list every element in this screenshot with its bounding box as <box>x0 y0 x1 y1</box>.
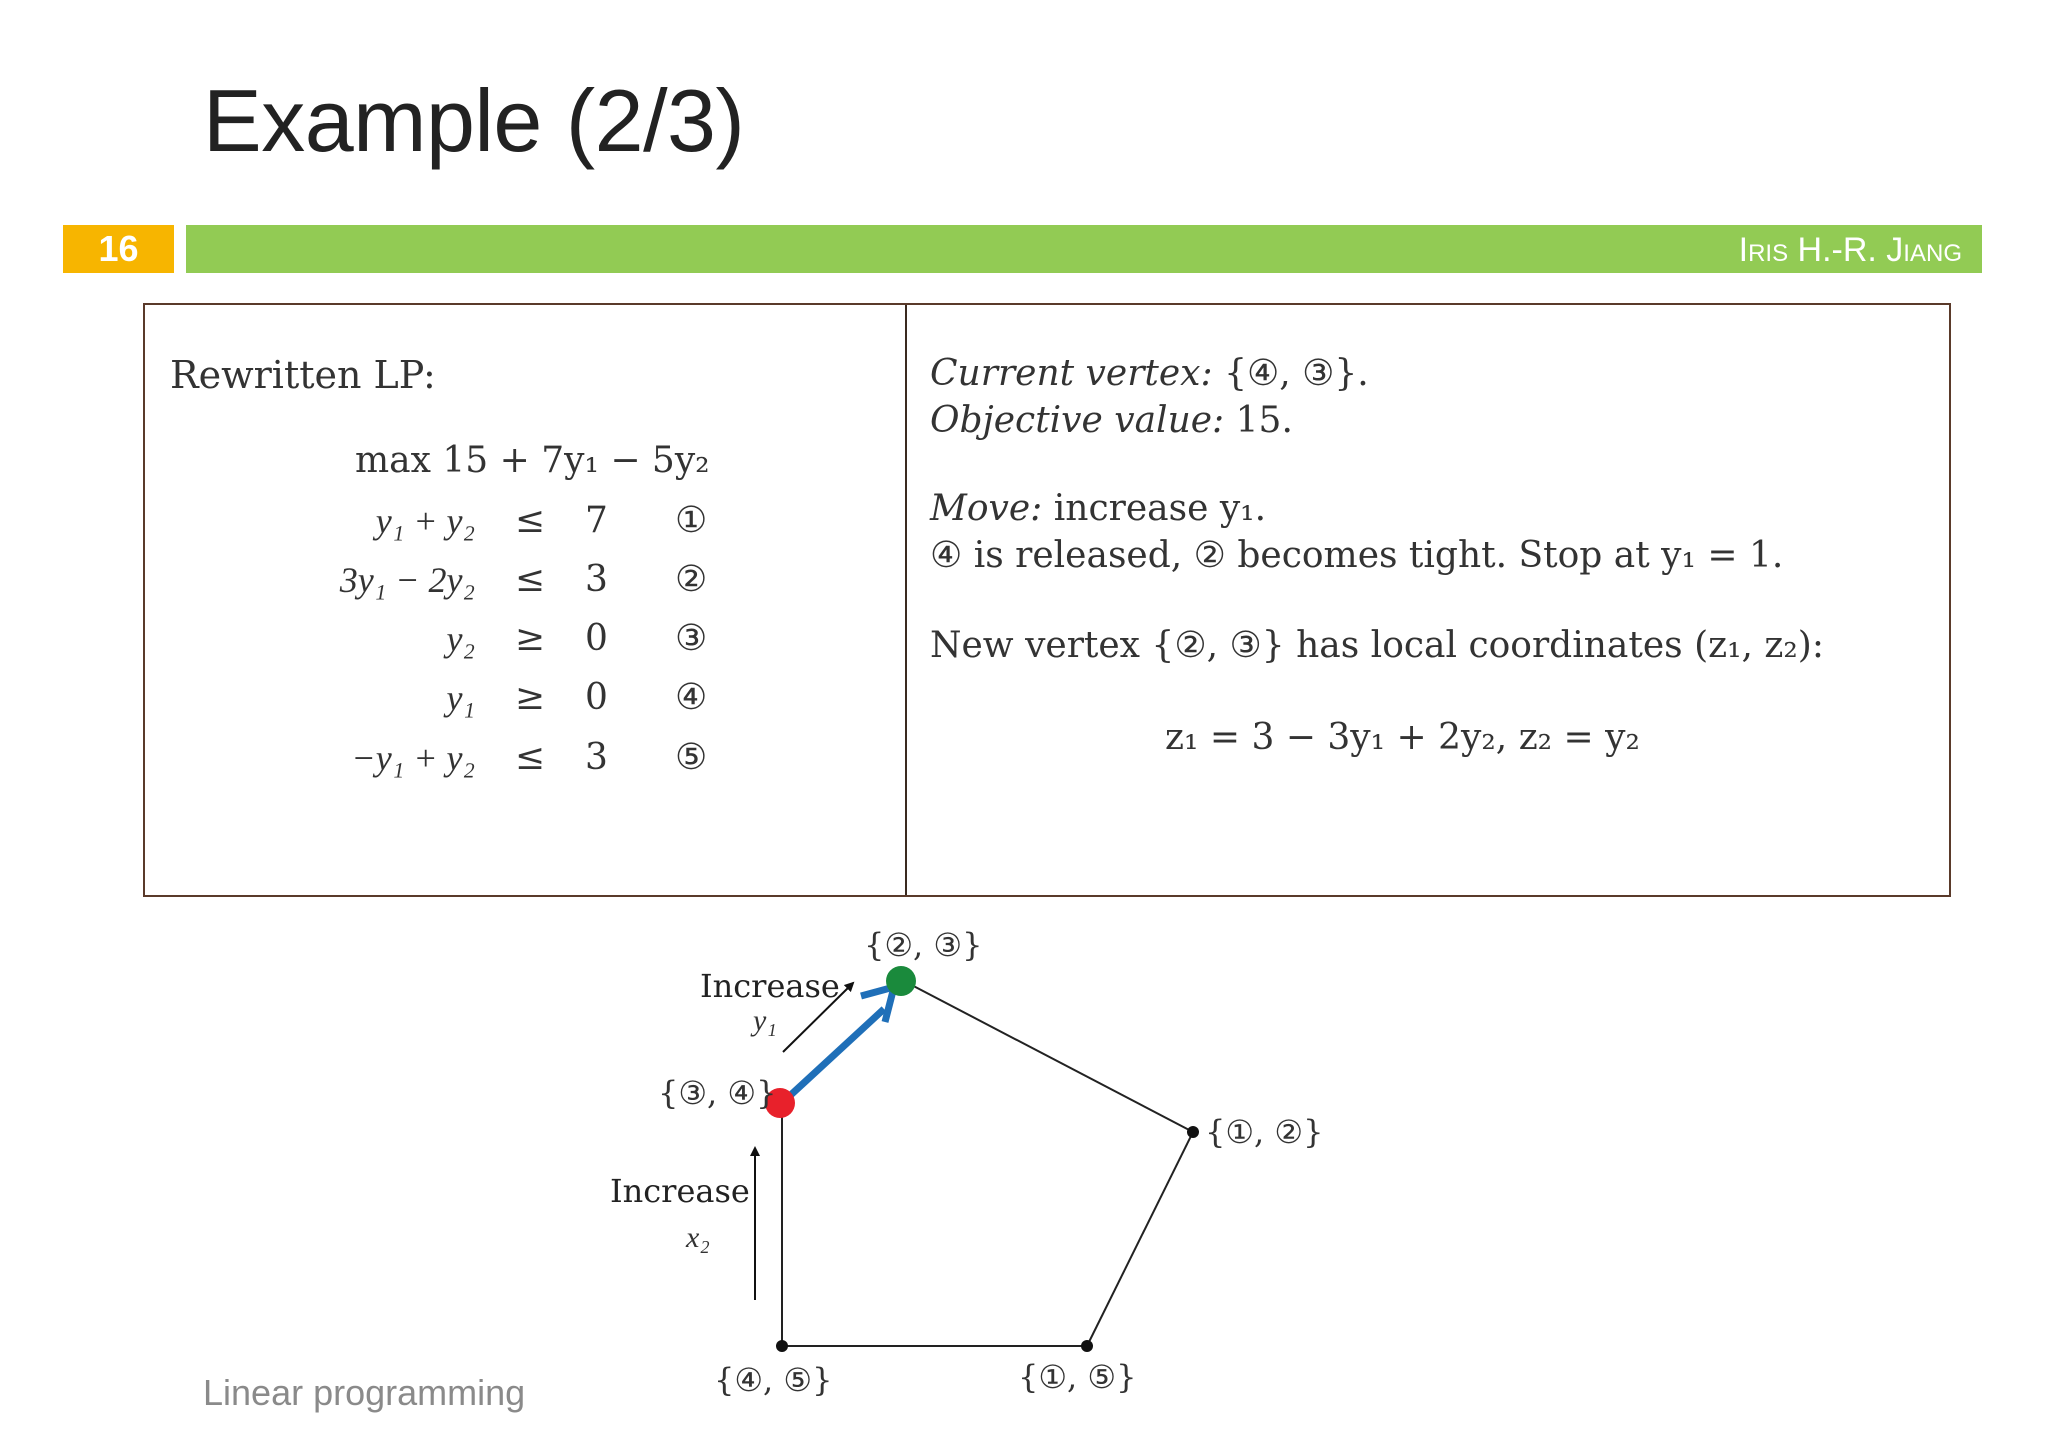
vertex-label-v15: {①, ⑤} <box>1018 1358 1137 1396</box>
increase-x2-word: Increase <box>610 1172 750 1210</box>
current-vertex-value: {④, ③}. <box>1224 353 1369 394</box>
vertex-new-marker <box>886 966 916 996</box>
coordinate-equation: z₁ = 3 − 3y₁ + 2y₂, z₂ = y₂ <box>1165 717 1640 758</box>
increase-y1-var: y₁ <box>753 1004 777 1037</box>
increase-y1-word: Increase <box>700 967 840 1005</box>
constraint-operator: ≤ <box>514 500 546 541</box>
polygon-edges <box>782 980 1193 1346</box>
edge-v12-v15 <box>1087 1132 1193 1346</box>
constraint-label: ④ <box>675 677 708 718</box>
vertex-dot-v15 <box>1081 1340 1093 1352</box>
new-vertex-line: New vertex {②, ③} has local coordinates (z₁, z₂): <box>930 625 1824 666</box>
constraint-operator: ≤ <box>514 559 546 600</box>
slide-title: Example (2/3) <box>203 71 745 170</box>
current-vertex-label: Current vertex: <box>930 353 1213 394</box>
constraint-label: ③ <box>675 618 708 659</box>
constraint-lhs: 3y₁ − 2y₂ <box>339 560 475 600</box>
constraint-lhs: y₁ + y₂ <box>375 501 475 541</box>
constraint-lhs: y₁ <box>446 678 475 718</box>
constraint-lhs: y₂ <box>446 619 475 659</box>
release-line: ④ is released, ② becomes tight. Stop at y₁ = 1. <box>930 535 1784 576</box>
constraint-operator: ≥ <box>514 618 546 659</box>
vertex-dot-v45 <box>776 1340 788 1352</box>
objective-value: 15. <box>1235 400 1293 441</box>
constraint-operator: ≥ <box>514 677 546 718</box>
lp-objective: max 15 + 7y₁ − 5y₂ <box>355 440 710 481</box>
vertex-label-v34: {③, ④} <box>658 1074 777 1112</box>
constraint-rhs: 3 <box>585 559 608 600</box>
constraint-rhs: 0 <box>585 618 608 659</box>
constraint-label: ① <box>675 500 708 541</box>
constraint-label: ② <box>675 559 708 600</box>
vertex-label-v23: {②, ③} <box>864 926 983 964</box>
move-label: Move: <box>930 488 1043 529</box>
increase-x2-var: x₂ <box>686 1221 710 1254</box>
constraint-rhs: 3 <box>585 737 608 778</box>
vertex-label-v45: {④, ⑤} <box>714 1361 833 1399</box>
constraint-rhs: 7 <box>585 500 608 541</box>
constraint-lhs: −y₁ + y₂ <box>351 738 475 778</box>
vertex-label-v12: {①, ②} <box>1205 1113 1324 1151</box>
edge-v23-v12 <box>902 980 1193 1132</box>
lp-heading: Rewritten LP: <box>170 353 436 397</box>
page-number-badge: 16 <box>63 225 174 273</box>
author-name: Iris H.-R. Jiang <box>1738 231 1962 269</box>
vertex-dot-v12 <box>1187 1126 1199 1138</box>
footer-topic: Linear programming <box>203 1372 526 1413</box>
move-text: increase y₁. <box>1053 488 1267 529</box>
constraint-rhs: 0 <box>585 677 608 718</box>
constraint-operator: ≤ <box>514 737 546 778</box>
objective-value-label: Objective value: <box>930 400 1225 441</box>
move-arrow <box>782 1009 884 1103</box>
constraint-label: ⑤ <box>675 737 708 778</box>
